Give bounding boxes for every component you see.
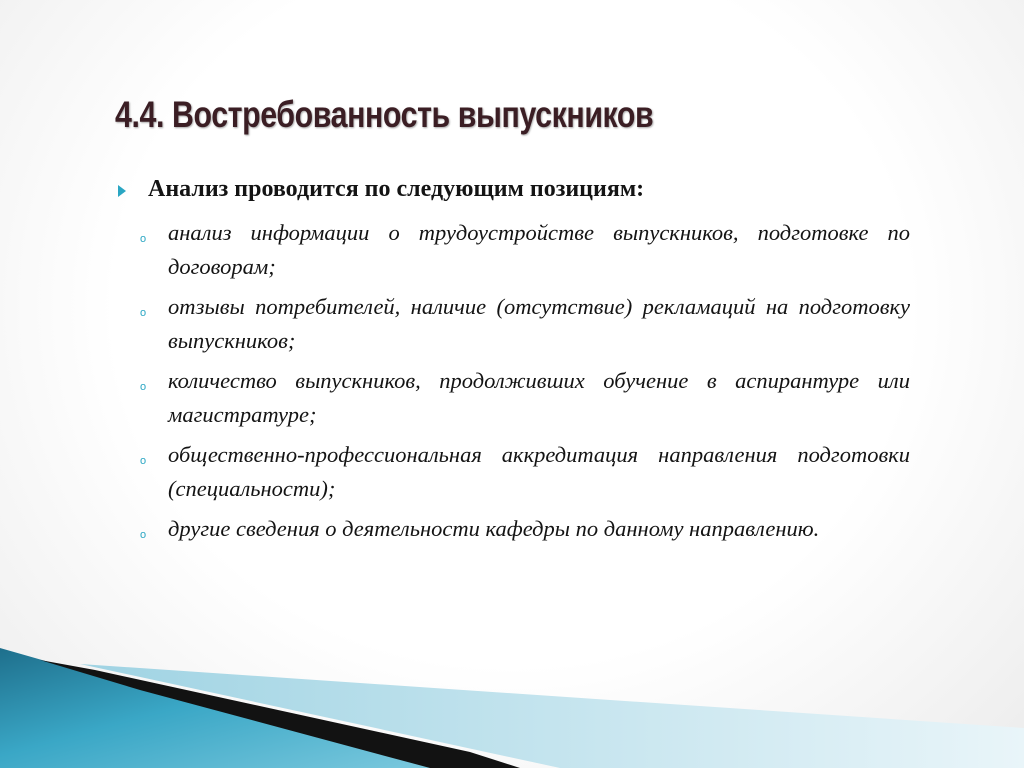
intro-text: Анализ проводится по следующим позициям: bbox=[148, 176, 645, 202]
hollow-circle-icon: o bbox=[140, 307, 147, 319]
list-item-text: отзывы потребителей, наличие (отсутствие) рекламаций на подготовку выпускников; bbox=[168, 294, 910, 353]
hollow-circle-icon: o bbox=[140, 455, 147, 467]
hollow-circle-icon: o bbox=[140, 381, 147, 393]
list-item-text: другие сведения о деятельности кафедры по данному направлению. bbox=[168, 516, 820, 541]
slide-title: 4.4. Востребованность выпускников bbox=[115, 94, 654, 135]
list-item-text: общественно-профессиональная аккредитация направления подготовки (специальности); bbox=[168, 442, 910, 501]
hollow-circle-icon: o bbox=[140, 529, 147, 541]
list-item-text: количество выпускников, продолживших обучение в аспирантуре или магистратуре; bbox=[168, 368, 910, 427]
hollow-circle-icon: o bbox=[140, 233, 147, 245]
list-item-text: анализ информации о трудоустройстве выпускников, подготовке по договорам; bbox=[168, 220, 910, 279]
